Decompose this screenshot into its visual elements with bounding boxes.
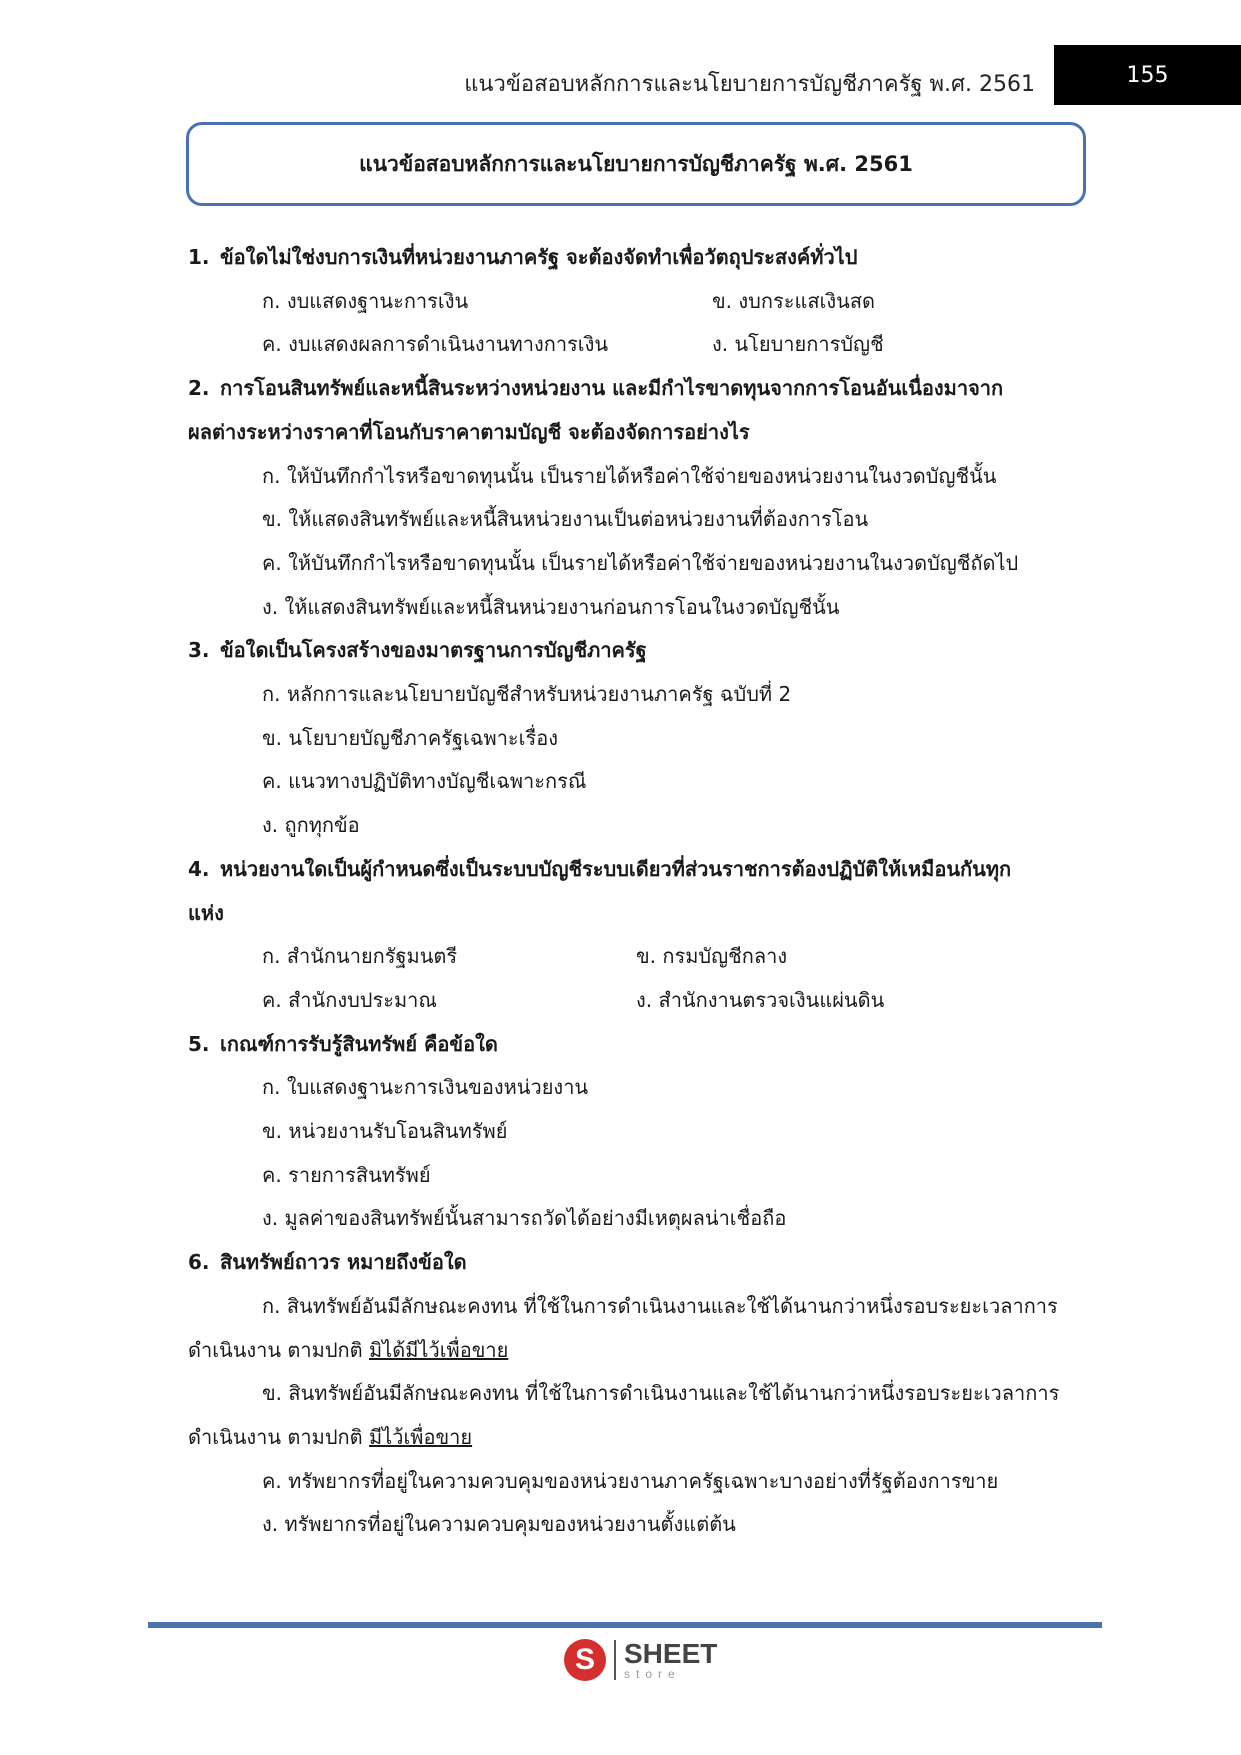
option-row: [188, 280, 1088, 324]
page-number-box: [1054, 45, 1241, 105]
option-c: ค. แนวทางปฏิบัติทางบัญชีเฉพาะกรณี: [262, 769, 587, 794]
question-5: [188, 1023, 1088, 1067]
option-a-continued: [188, 1329, 1088, 1373]
option-b: ข. นโยบายบัญชีภาครัฐเฉพาะเรื่อง: [262, 725, 559, 750]
option-c: ค. รายการสินทรัพย์: [262, 1162, 431, 1187]
option-a: ก. สำนักนายกรัฐมนตรี: [262, 944, 458, 969]
option-a: ก. งบแสดงฐานะการเงิน: [262, 288, 469, 313]
option-b: ข. กรมบัญชีกลาง: [636, 944, 788, 969]
option-c: ค. ให้บันทึกกำไรหรือขาดทุนนั้น เป็นรายได้หรือค่าใช้จ่ายของหน่วยงานในงวดบัญชีถัดไป: [262, 550, 1019, 575]
document-title: แนวข้อสอบหลักการและนโยบายการบัญชีภาครัฐ พ.ศ. 2561: [359, 151, 913, 176]
option-row: [188, 979, 1088, 1023]
question-text: หน่วยงานใดเป็นผู้กำหนดซึ่งเป็นระบบบัญชีระบบเดียวที่ส่วนราชการต้องปฏิบัติให้เหมือนกันทุก: [220, 856, 1012, 881]
option-d: ง. ให้แสดงสินทรัพย์และหนี้สินหน่วยงานก่อนการโอนในงวดบัญชีนั้น: [262, 594, 840, 619]
question-2: [188, 367, 1088, 411]
logo-text: [624, 1640, 717, 1680]
question-number: 1.: [188, 245, 210, 269]
option-a-underlined: มิได้มีไว้เพื่อขาย: [368, 1337, 509, 1362]
question-text: ข้อใดไม่ใช่งบการเงินที่หน่วยงานภาครัฐ จะต้องจัดทำเพื่อวัตถุประสงค์ทั่วไป: [220, 245, 858, 269]
option-a: ก. สินทรัพย์อันมีลักษณะคงทน ที่ใช้ในการดำเนินงานและใช้ได้นานกว่าหนึ่งรอบระยะเวลาการ: [262, 1293, 1058, 1318]
question-3: [188, 629, 1088, 673]
option-d: ง. นโยบายการบัญชี: [712, 332, 884, 357]
sheet-store-logo: [564, 1634, 717, 1686]
option-b: ข. หน่วยงานรับโอนสินทรัพย์: [262, 1119, 508, 1144]
question-text: ข้อใดเป็นโครงสร้างของมาตรฐานการบัญชีภาครัฐ: [220, 638, 647, 663]
option-b-underlined: มีไว้เพื่อขาย: [368, 1424, 473, 1449]
question-6: [188, 1241, 1088, 1285]
question-number: 5.: [188, 1031, 210, 1056]
question-4: [188, 848, 1088, 892]
option-d: ง. ถูกทุกข้อ: [262, 813, 360, 838]
option-d: ง. ทรัพยากรที่อยู่ในความควบคุมของหน่วยงานตั้งแต่ต้น: [262, 1512, 736, 1537]
logo-s-icon: S: [564, 1639, 606, 1681]
logo-subtext: store: [624, 1667, 681, 1681]
question-text: เกณฑ์การรับรู้สินทรัพย์ คือข้อใด: [220, 1031, 498, 1056]
option-c: ค. สำนักงบประมาณ: [262, 987, 437, 1012]
question-text-continued: แห่ง: [188, 900, 224, 925]
option-c: ค. ทรัพยากรที่อยู่ในความควบคุมของหน่วยงานภาครัฐเฉพาะบางอย่างที่รัฐต้องการขาย: [262, 1468, 999, 1493]
logo-wordmark: SHEET: [624, 1638, 718, 1669]
option-d: ง. สำนักงานตรวจเงินแผ่นดิน: [636, 987, 885, 1012]
logo-separator: [614, 1640, 616, 1680]
question-text: การโอนสินทรัพย์และหนี้สินระหว่างหน่วยงาน และมีกำไรขาดทุนจากการโอนอันเนื่องมาจาก: [220, 376, 1004, 401]
question-list: [188, 236, 1088, 1547]
option-c: ค. งบแสดงผลการดำเนินงานทางการเงิน: [262, 332, 609, 357]
page-number: 155: [1126, 62, 1169, 88]
option-b-plain: ดำเนินงาน ตามปกติ: [188, 1424, 369, 1449]
option-b: ข. สินทรัพย์อันมีลักษณะคงทน ที่ใช้ในการดำเนินงานและใช้ได้นานกว่าหนึ่งรอบระยะเวลาการ: [262, 1381, 1060, 1406]
footer-divider: [148, 1622, 1102, 1628]
option-row: [188, 323, 1088, 367]
option-b: ข. งบกระแสเงินสด: [712, 288, 876, 313]
question-text: สินทรัพย์ถาวร หมายถึงข้อใด: [220, 1250, 467, 1275]
question-text-continued: ผลต่างระหว่างราคาที่โอนกับราคาตามบัญชี จะต้องจัดการอย่างไร: [188, 419, 750, 444]
option-row: [188, 935, 1088, 979]
option-b-continued: [188, 1416, 1088, 1460]
question-number: 3.: [188, 638, 210, 663]
option-a: ก. หลักการและนโยบายบัญชีสำหรับหน่วยงานภาครัฐ ฉบับที่ 2: [262, 682, 792, 707]
question-1: [188, 236, 1088, 280]
running-header-title: แนวข้อสอบหลักการและนโยบายการบัญชีภาครัฐ พ.ศ. 2561: [464, 72, 1035, 97]
option-a-plain: ดำเนินงาน ตามปกติ: [188, 1337, 369, 1362]
option-d: ง. มูลค่าของสินทรัพย์นั้นสามารถวัดได้อย่างมีเหตุผลน่าเชื่อถือ: [262, 1206, 787, 1231]
option-a: ก. ใบแสดงฐานะการเงินของหน่วยงาน: [262, 1075, 589, 1100]
option-b: ข. ให้แสดงสินทรัพย์และหนี้สินหน่วยงานเป็นต่อหน่วยงานที่ต้องการโอน: [262, 507, 869, 532]
question-number: 4.: [188, 856, 210, 881]
title-box: [186, 122, 1086, 206]
question-number: 6.: [188, 1250, 210, 1275]
question-number: 2.: [188, 376, 210, 401]
option-a: ก. ให้บันทึกกำไรหรือขาดทุนนั้น เป็นรายได้หรือค่าใช้จ่ายของหน่วยงานในงวดบัญชีนั้น: [262, 463, 997, 488]
